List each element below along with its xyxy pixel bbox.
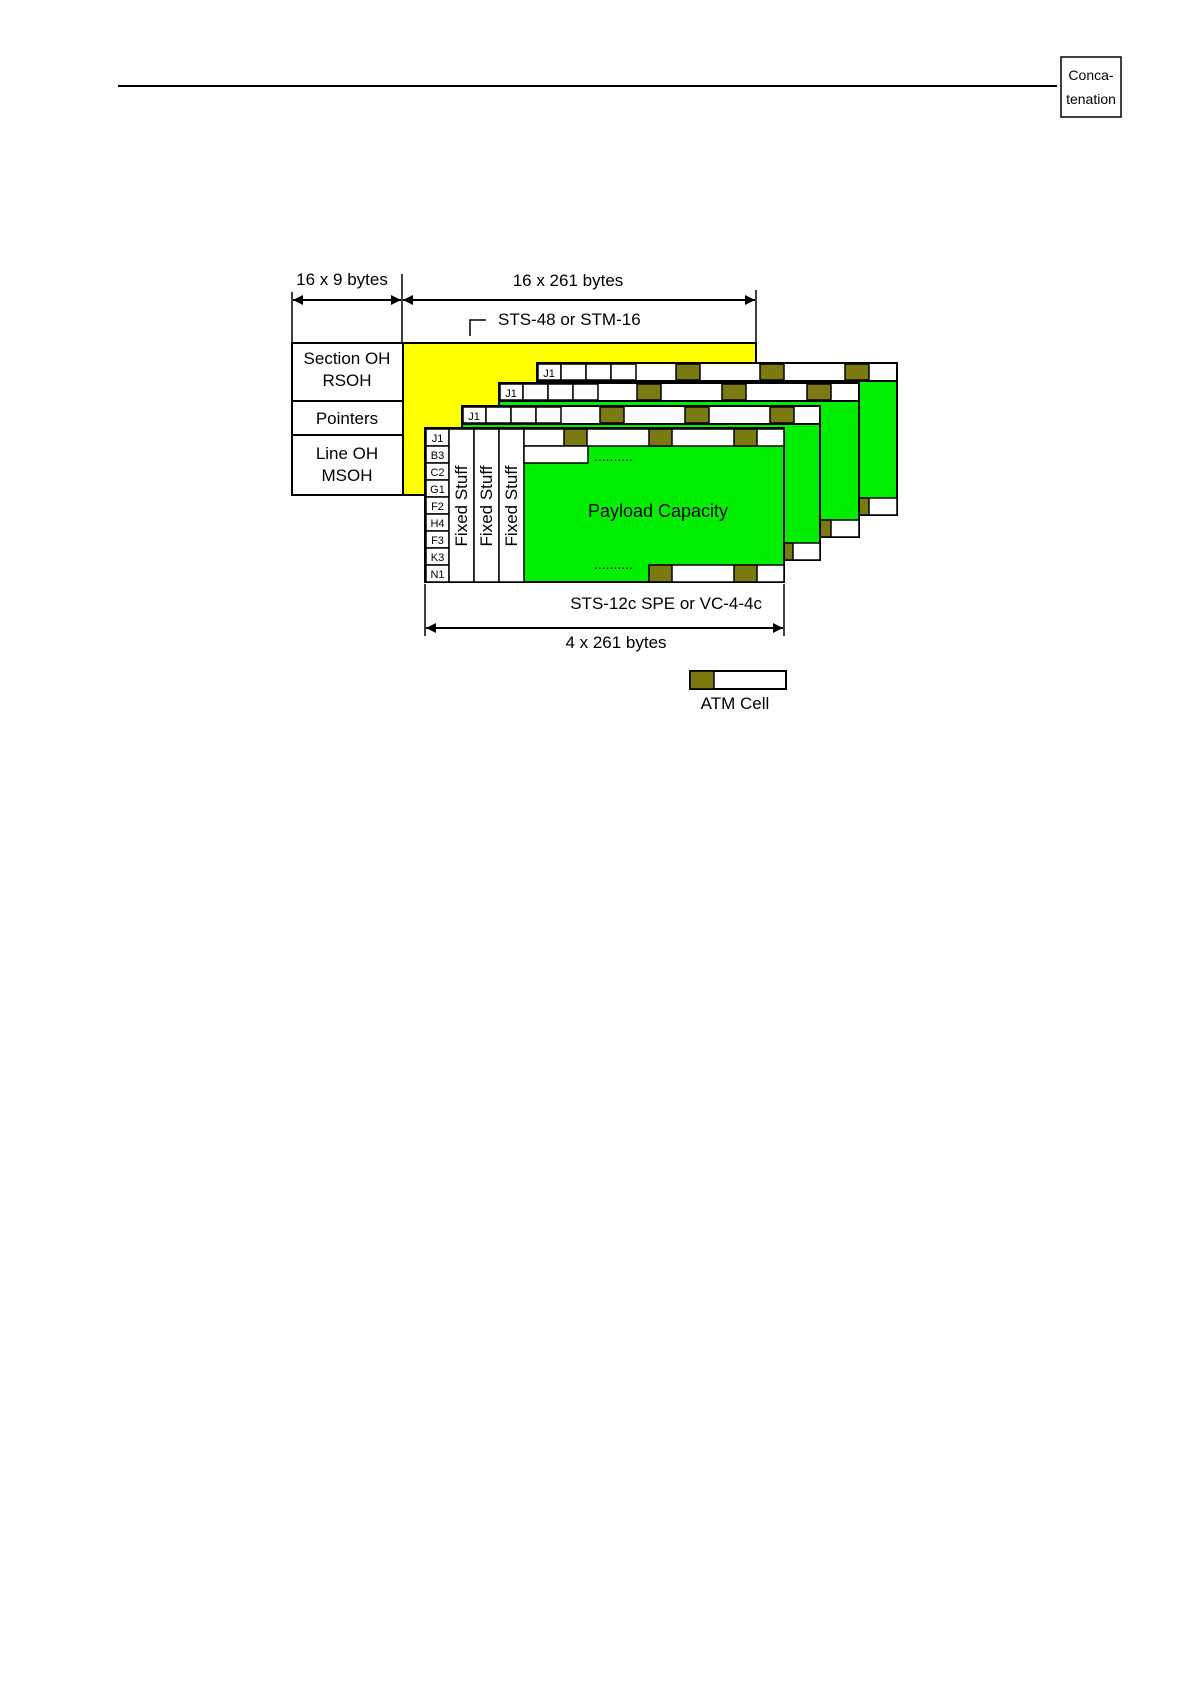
fixed-stuff-label-2: Fixed Stuff — [477, 465, 496, 547]
atm-cell-body-row — [524, 446, 588, 463]
fixed-stuff-cell — [548, 384, 573, 400]
atm-cell-header — [722, 384, 746, 400]
atm-cell-header — [649, 429, 672, 446]
atm-cell-header — [685, 407, 709, 423]
atm-cell-header — [676, 364, 700, 380]
fixed-stuff-cell — [611, 364, 636, 380]
section-tab-line1: Conca- — [1068, 67, 1114, 83]
poh-byte-label-n1: N1 — [430, 569, 445, 581]
spe-j1-label-3: J1 — [505, 388, 517, 400]
atm-cell-header — [600, 407, 624, 423]
spe-j1-label-4: J1 — [543, 368, 555, 380]
fixed-stuff-cell — [573, 384, 598, 400]
atm-cell-header — [820, 520, 831, 537]
atm-cell-header — [637, 384, 661, 400]
atm-cell-header — [734, 429, 757, 446]
poh-byte-label-f2: F2 — [431, 501, 444, 513]
atm-cell-header — [807, 384, 831, 400]
pointers-label: Pointers — [315, 409, 379, 428]
fixed-stuff-cell — [511, 407, 536, 423]
section-oh-label: Section OH — [303, 349, 391, 368]
frame-label: STS-48 or STM-16 — [498, 310, 641, 329]
atm-cell-header — [649, 565, 672, 582]
msoh-label: MSOH — [321, 466, 373, 485]
section-tab — [1061, 57, 1121, 117]
rsoh-label: RSOH — [322, 371, 372, 390]
ellipsis-top: .......... — [594, 448, 633, 464]
overhead-dimension-label: 16 x 9 bytes — [296, 270, 388, 289]
poh-byte-label-h4: H4 — [430, 518, 445, 530]
poh-byte-label-j1: J1 — [431, 433, 444, 445]
frame-label-bracket — [470, 320, 486, 336]
spe-j1-label-2: J1 — [468, 411, 480, 423]
poh-column — [426, 429, 449, 582]
fixed-stuff-cell — [561, 364, 586, 380]
fixed-stuff-cell — [586, 364, 611, 380]
poh-byte-label-g1: G1 — [430, 484, 445, 496]
spe-front — [425, 428, 784, 582]
atm-cell-header — [845, 364, 869, 380]
atm-cell-header — [564, 429, 587, 446]
fixed-stuff-label-3: Fixed Stuff — [502, 465, 521, 547]
ellipsis-bottom: .......... — [594, 556, 633, 572]
atm-cell-header — [770, 407, 794, 423]
line-oh-label: Line OH — [315, 444, 379, 463]
fixed-stuff-cell — [486, 407, 511, 423]
poh-byte-label-k3: K3 — [430, 552, 445, 564]
atm-legend-label: ATM Cell — [700, 694, 770, 713]
section-tab-line2: tenation — [1066, 91, 1116, 107]
payload-capacity-label: Payload Capacity — [587, 501, 729, 521]
atm-cell-header — [734, 565, 757, 582]
poh-byte-label-c2: C2 — [430, 467, 445, 479]
spe-dimension-label: 4 x 261 bytes — [565, 633, 667, 652]
poh-byte-label-f3: F3 — [431, 535, 444, 547]
fixed-stuff-label-1: Fixed Stuff — [452, 465, 471, 547]
spe-label: STS-12c SPE or VC-4-4c — [570, 594, 762, 613]
frame-dimension-label: 16 x 261 bytes — [512, 271, 624, 290]
fixed-stuff-cell — [523, 384, 548, 400]
fixed-stuff-cell — [536, 407, 561, 423]
poh-byte-label-b3: B3 — [430, 450, 445, 462]
atm-legend-header — [690, 671, 714, 689]
atm-cell-header — [760, 364, 784, 380]
